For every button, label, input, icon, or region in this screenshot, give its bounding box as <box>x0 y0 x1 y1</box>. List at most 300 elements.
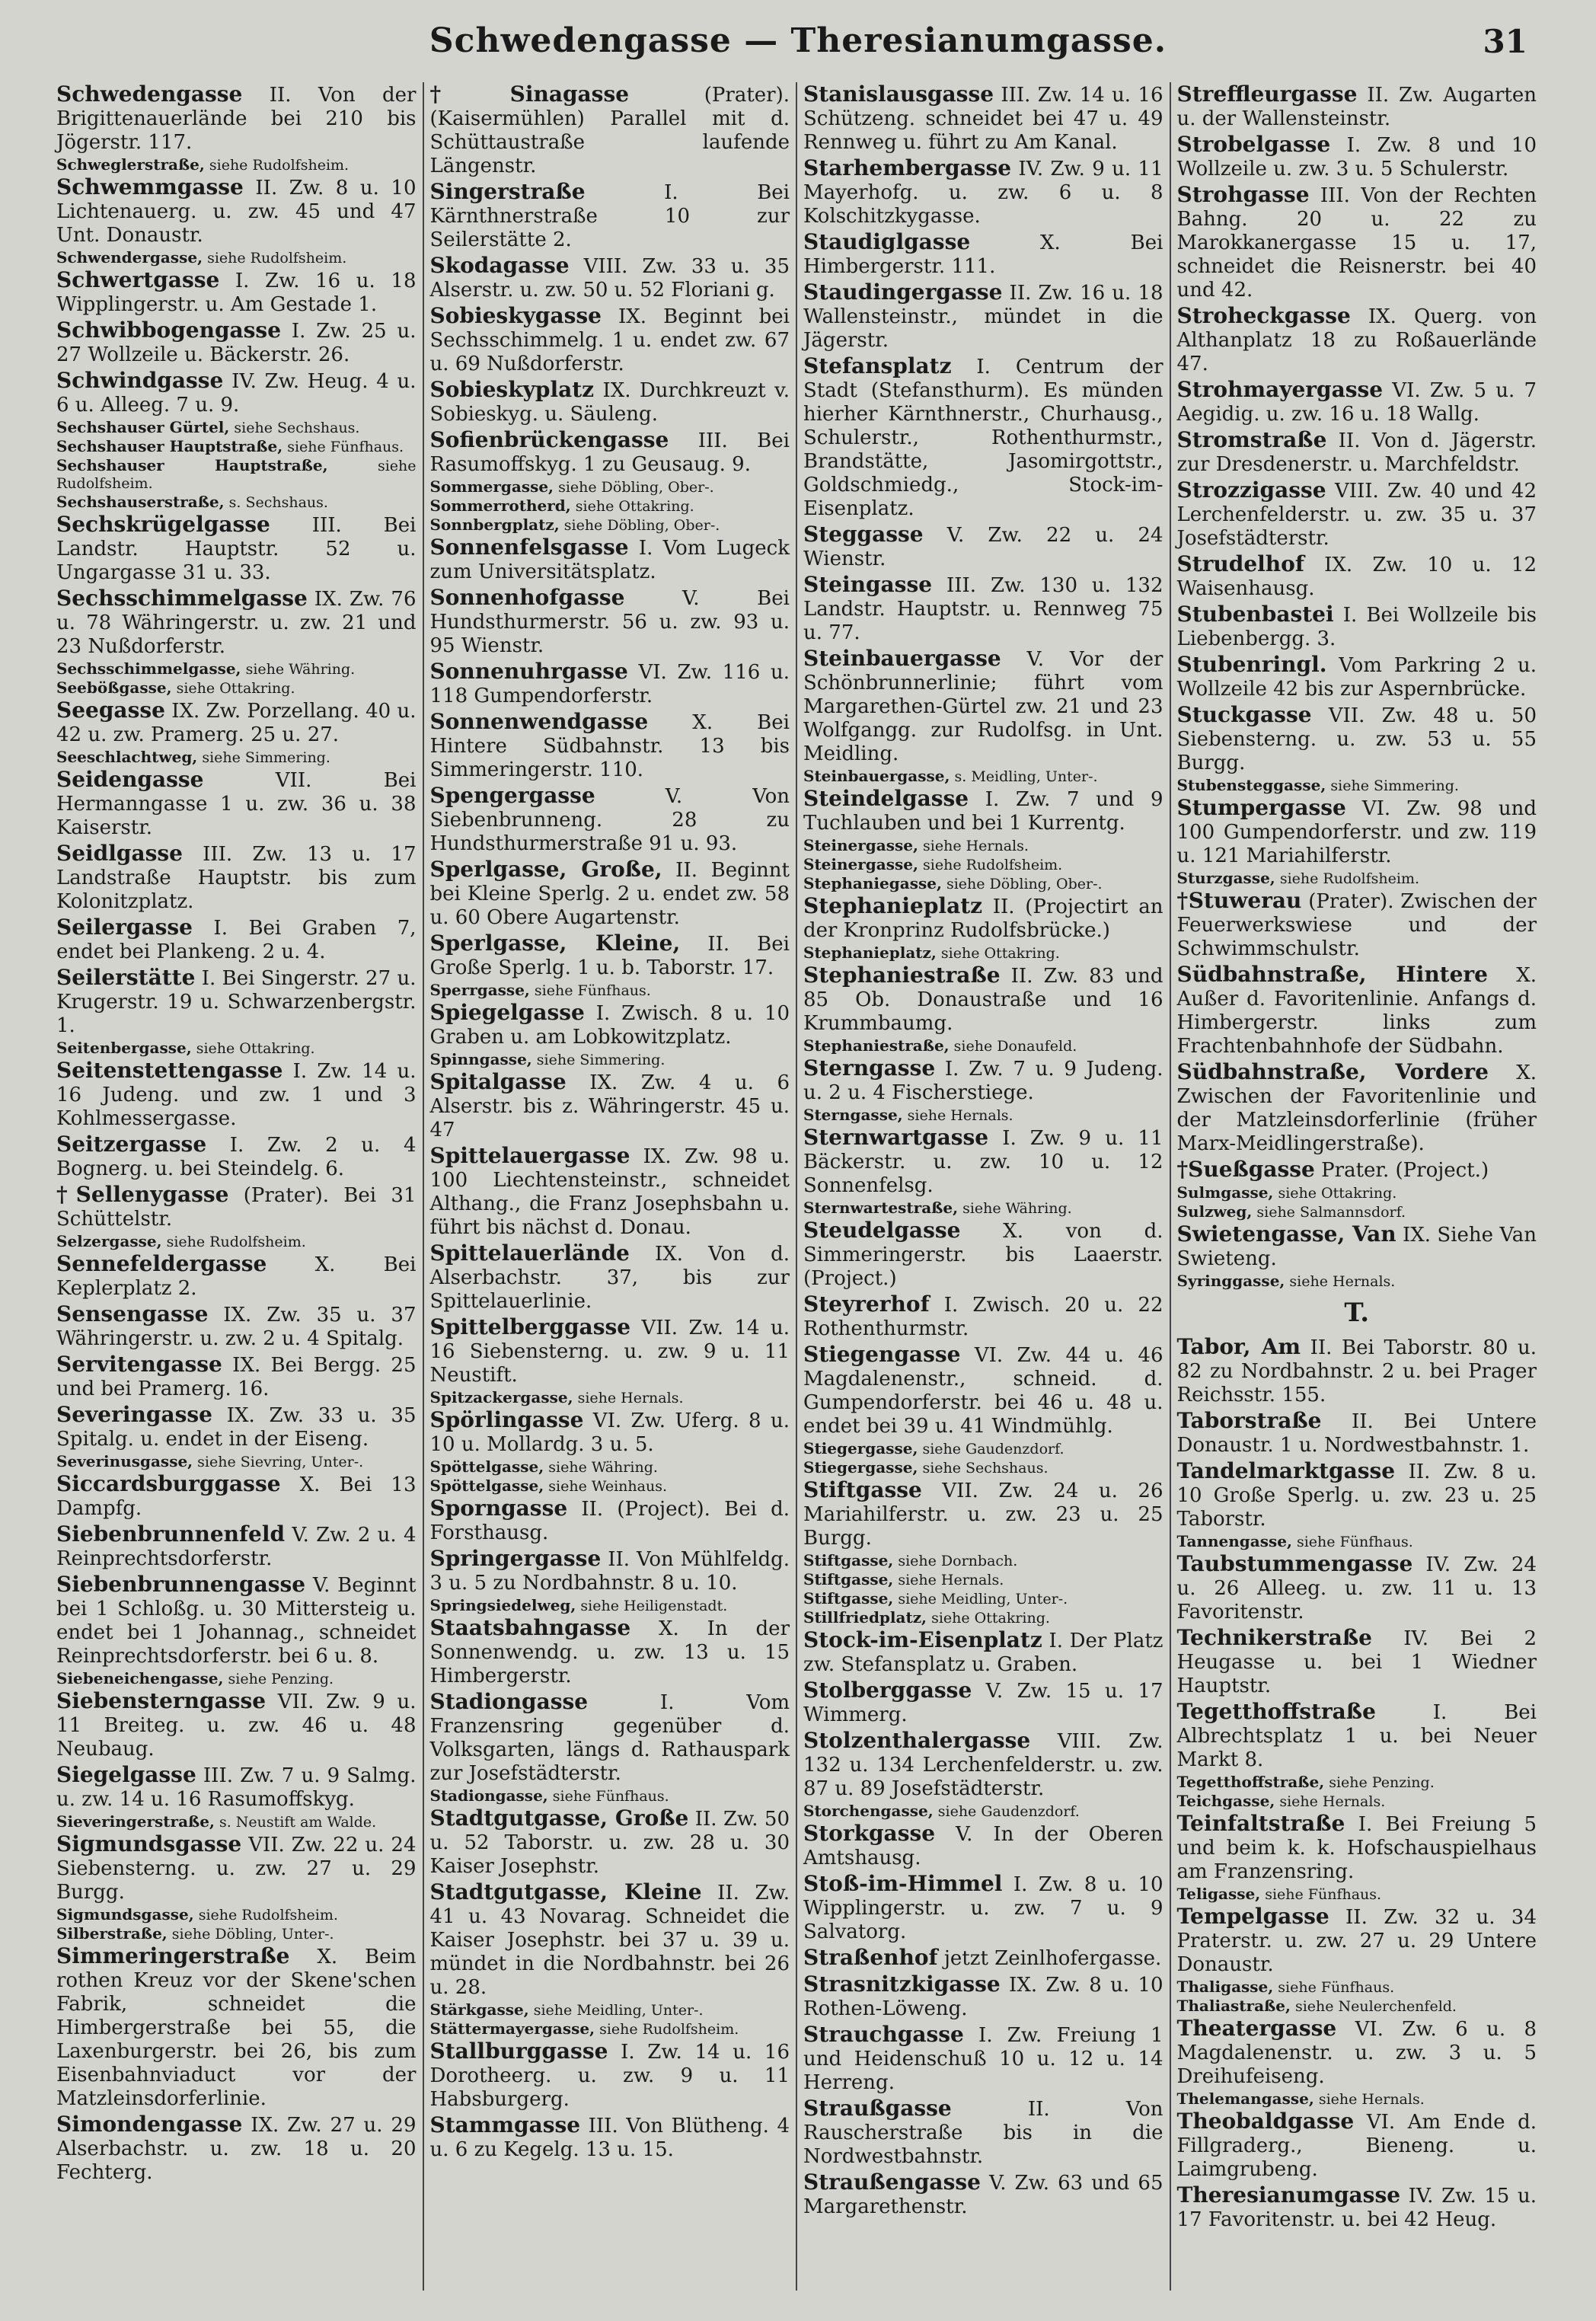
street-description: siehe Rudolfsheim. <box>161 1234 306 1250</box>
street-description: siehe Rudolfsheim. <box>56 458 417 492</box>
street-entry <box>1177 132 1537 181</box>
cross-reference-entry <box>56 1925 417 1943</box>
street-name: Straßenhof <box>803 1945 938 1970</box>
street-name: Taubstummengasse <box>1176 1551 1413 1576</box>
street-entry <box>1177 963 1537 1058</box>
street-entry <box>1177 1060 1537 1156</box>
street-name: Stanislausgasse <box>803 82 994 107</box>
street-description: II. Zw. 8 u. 10 Lichtenauerg. u. zw. 45 und 47 Unt. Donaustr. <box>56 177 417 247</box>
street-entry <box>803 1218 1163 1291</box>
street-description: siehe Rudolfsheim. <box>918 857 1063 873</box>
street-name: Sobieskyplatz <box>429 377 595 402</box>
street-name: Schwemmgasse <box>56 174 244 200</box>
column-4 <box>1171 82 1543 2291</box>
street-description: X. Bei Keplerplatz 2. <box>56 1253 417 1300</box>
street-name: Stefansplatz <box>803 353 952 378</box>
street-description: VIII. Zw. 33 u. 35 Alserstr. u. zw. 50 u. 52 Floriani g. <box>429 255 790 302</box>
street-description: X. von d. Simmeringerstr. bis Laaerstr. (Project.) <box>803 1220 1163 1290</box>
street-description: IX. Beginnt bei Sechsschimmelg. 1 u. endet zw. 67 u. 69 Nußdorferstr. <box>429 305 790 375</box>
street-description: V. Beginnt bei 1 Schloßg. u. 30 Mittersteig u. endet bei 1 Johannag., schneidet Reinprechtsdorferstr. bei 6 u. 8. <box>56 1574 417 1668</box>
street-entry <box>1177 2109 1537 2182</box>
cross-reference-entry <box>803 1440 1163 1458</box>
street-description: siehe Rudolfsheim. <box>193 1907 338 1924</box>
street-description: V. Zw. 15 u. 17 Wimmerg. <box>803 1680 1163 1726</box>
street-entry <box>56 768 417 840</box>
street-entry <box>803 82 1163 155</box>
cross-reference-entry <box>1177 1203 1537 1221</box>
street-description: siehe Hernals. <box>893 1572 1004 1588</box>
street-description: I. Bei Kärnthnerstraße 10 zur Seilerstätte 2. <box>429 181 790 251</box>
street-name: †Sinagasse <box>429 82 630 107</box>
street-description: siehe Rudolfsheim. <box>595 2021 739 2038</box>
street-description: VI. Zw. 98 und 100 Gumpendorferstr. und zw. 119 u. 121 Mariahilferstr. <box>1176 797 1537 867</box>
street-name: Severingasse <box>56 1402 212 1427</box>
street-name: Siebensterngasse <box>56 1688 267 1713</box>
street-entry <box>1177 478 1537 551</box>
street-description: IX. Siehe Van Swieteng. <box>1176 1224 1537 1270</box>
street-name: Strauchgasse <box>803 2022 964 2047</box>
street-entry <box>56 1403 417 1451</box>
cross-reference-entry <box>430 982 790 1000</box>
street-entry <box>1177 602 1537 651</box>
street-name: Stubenbastei <box>1176 602 1334 627</box>
street-name: Seebößgasse, <box>56 678 172 697</box>
street-name: Sechshauser Hauptstraße, <box>56 456 328 474</box>
street-description: VII. Zw. 48 u. 50 Siebensterng. u. zw. 53 u. 55 Burgg. <box>1176 704 1537 774</box>
street-description: siehe Neulerchenfeld. <box>1290 1998 1457 2015</box>
street-name: Siebeneichengasse, <box>56 1669 224 1687</box>
street-entry <box>803 522 1163 571</box>
street-description: siehe Ottakring. <box>1273 1185 1397 1202</box>
street-name: Stärkgasse, <box>429 2000 529 2019</box>
street-name: Servitengasse <box>56 1352 222 1377</box>
street-description: IX. Von d. Alserbachstr. 37, bis zur Spittelauerlinie. <box>429 1243 790 1313</box>
street-entry <box>56 369 417 417</box>
street-name: Sporngasse <box>429 1496 568 1521</box>
street-description: III. Bei Rasumoffskyg. 1 zu Geusaug. 9. <box>429 429 790 476</box>
street-description: III. Zw. 130 u. 132 Landstr. Hauptstr. u. Rennweg 75 u. 77. <box>803 574 1163 644</box>
street-description: I. Zw. 16 u. 18 Wipplingerstr. u. Am Gestade 1. <box>56 270 417 316</box>
street-name: Seidlgasse <box>56 841 183 866</box>
street-description: (Prater). (Kaisermühlen) Parallel mit d. Schüttaustraße laufende Längenstr. <box>429 84 790 177</box>
street-name: Sechshauserstraße, <box>56 493 225 511</box>
cross-reference-entry <box>56 1453 417 1471</box>
street-entry <box>430 1070 790 1142</box>
street-name: Stättermayergasse, <box>429 2019 595 2038</box>
street-name: Streffleurgasse <box>1176 82 1358 107</box>
cross-reference-entry <box>803 1106 1163 1125</box>
cross-reference-entry <box>1177 1272 1537 1291</box>
street-description: VIII. Zw. 132 u. 134 Lerchenfelderstr. u. zw. 87 u. 89 Josefstädterstr. <box>803 1730 1163 1800</box>
street-entry <box>1177 304 1537 376</box>
street-entry <box>56 1832 417 1904</box>
cross-reference-entry <box>1177 1184 1537 1202</box>
street-name: Spiegelgasse <box>429 1000 585 1025</box>
street-entry <box>56 1132 417 1181</box>
street-description: (Prater). Bei 31 Schüttelstr. <box>56 1184 417 1231</box>
street-entry <box>1177 1409 1537 1457</box>
street-name: Stephanieplatz <box>803 893 983 918</box>
street-description: siehe Simmering. <box>531 1052 666 1068</box>
street-name: Stephaniegasse, <box>803 874 942 892</box>
street-name: Sulmgasse, <box>1176 1183 1274 1202</box>
street-description: I. Zw. 14 u. 16 Judeng. und zw. 1 und 3 Kohlmessergasse. <box>56 1060 417 1130</box>
street-description: siehe Ottakring. <box>927 1610 1050 1627</box>
street-name: Seitenstettengasse <box>56 1058 283 1083</box>
street-entry <box>430 1547 790 1595</box>
street-description: II. Bei Taborstr. 80 u. 82 zu Nordbahnstr. 2 u. bei Prager Reichsstr. 155. <box>1176 1336 1537 1406</box>
cross-reference-entry <box>430 2020 790 2038</box>
street-name: Sechshauser Hauptstraße, <box>56 437 283 455</box>
street-description: IX. Querg. von Althanplatz 18 zu Roßauerlände 47. <box>1176 305 1537 375</box>
street-description: II. Zw. 32 u. 34 Praterstr. u. zw. 27 u. 29 Untere Donaustr. <box>1176 1906 1537 1976</box>
street-entry <box>1177 82 1537 131</box>
street-description: I. Zwisch. 20 u. 22 Rothenthurmstr. <box>803 1294 1163 1340</box>
street-description: siehe Fünfhaus. <box>529 982 651 999</box>
street-name: †Stuwerau <box>1176 888 1302 913</box>
street-name: Seeschlachtweg, <box>56 748 198 766</box>
street-name: Staudiglgasse <box>803 229 971 254</box>
street-name: Sechskrügelgasse <box>56 512 270 537</box>
street-name: Sonnenuhrgasse <box>429 659 628 684</box>
street-name: Siebenbrunnenfeld <box>56 1521 286 1547</box>
street-name: Sulzweg, <box>1176 1202 1253 1221</box>
cross-reference-entry <box>56 679 417 698</box>
street-description: siehe Fünfhaus. <box>1273 1979 1395 1996</box>
page-title: Schwedengasse — Theresianumgasse. <box>429 21 1167 60</box>
street-description: II. Von Mühlfeldg. 3 u. 5 zu Nordbahnstr. 8 u. 10. <box>429 1548 790 1595</box>
street-description: VI. Zw. 5 u. 7 Aegidig. u. zw. 16 u. 18 Wallg. <box>1176 379 1537 426</box>
street-name: Tegetthoffstraße <box>1176 1699 1376 1724</box>
cross-reference-entry <box>430 478 790 496</box>
street-entry <box>803 1628 1163 1677</box>
cross-reference-entry <box>56 749 417 767</box>
street-description: I. Der Platz zw. Stefansplatz u. Graben. <box>803 1630 1163 1676</box>
street-entry <box>803 1972 1163 2021</box>
cross-reference-entry <box>430 516 790 535</box>
street-name: Stiftgasse, <box>803 1589 894 1607</box>
street-name: Swietengasse, Van <box>1176 1221 1396 1247</box>
street-name: Steindelgasse <box>803 786 969 811</box>
street-entry <box>803 280 1163 353</box>
cross-reference-entry <box>56 493 417 512</box>
street-name: Storchengasse, <box>803 1802 934 1820</box>
street-entry <box>430 1315 790 1387</box>
street-name: Steinergasse, <box>803 855 918 873</box>
street-entry <box>430 1690 790 1786</box>
street-description: III. Zw. 14 u. 16 Schützeng. schneidet bei 47 u. 49 Rennweg u. führt zu Am Kanal. <box>803 84 1163 154</box>
street-description: s. Sechshaus. <box>224 494 328 511</box>
street-name: Stiftgasse <box>803 1477 922 1502</box>
street-description: II. Zw. 8 u. 10 Große Sperlg. u. zw. 23 u. 25 Taborstr. <box>1176 1461 1537 1531</box>
street-description: I. Zw. 9 u. 11 Bäckerstr. u. zw. 10 u. 12 Sonnenfelsg. <box>803 1127 1163 1197</box>
street-entry <box>430 1144 790 1240</box>
street-entry <box>430 378 790 426</box>
street-description: siehe Rudolfsheim. <box>204 157 350 174</box>
street-entry <box>803 963 1163 1036</box>
cross-reference-entry <box>430 497 790 516</box>
street-entry <box>56 512 417 585</box>
street-description: IX. Zw. 33 u. 35 Spitalg. u. endet in der Eiseng. <box>56 1404 417 1451</box>
street-description: IV. Zw. 9 u. 11 Mayerhofg. u. zw. 6 u. 8 Kolschitzkygasse. <box>803 158 1163 228</box>
street-name: †Sueßgasse <box>1176 1157 1315 1182</box>
street-entry <box>803 354 1163 521</box>
street-name: Schwibbogengasse <box>56 318 282 343</box>
street-entry <box>56 966 417 1038</box>
street-description: siehe Währing. <box>241 661 356 678</box>
street-description: V. Vor der Schönbrunnerlinie; führt vom Margarethen-Gürtel zw. 21 und 23 Wolfgangg. zur Rudolfsg. in Unt. Meidling. <box>803 648 1163 765</box>
street-description: siehe Dornbach. <box>893 1553 1018 1569</box>
street-name: Stubensteggasse, <box>1176 776 1326 794</box>
street-name: Sonnbergplatz, <box>429 516 560 534</box>
street-name: Spitzackergasse, <box>429 1388 573 1406</box>
street-description: III. Bei Landstr. Hauptstr. 52 u. Ungargasse 31 u. 33. <box>56 514 417 584</box>
street-description: IX. Zw. 8 u. 10 Rothen-Löweng. <box>803 1974 1163 2020</box>
cross-reference-entry <box>56 1670 417 1688</box>
cross-reference-entry <box>430 1477 790 1496</box>
street-name: Schwindgasse <box>56 368 224 393</box>
street-entry <box>56 1522 417 1571</box>
street-entry <box>56 1252 417 1301</box>
street-entry <box>803 894 1163 943</box>
street-name: Südbahnstraße, Hintere <box>1176 962 1488 987</box>
street-name: Schwedengasse <box>56 82 243 107</box>
cross-reference-entry <box>1177 2090 1537 2109</box>
street-name: Stolberggasse <box>803 1678 972 1703</box>
street-entry <box>430 931 790 980</box>
street-name: Theresianumgasse <box>1176 2182 1401 2208</box>
street-description: IV. Zw. 24 u. 26 Alleeg. u. zw. 11 u. 13 Favoritenstr. <box>1176 1553 1537 1623</box>
street-name: Tabor, Am <box>1176 1334 1301 1359</box>
street-description: V. In der Oberen Amtshausg. <box>803 1823 1163 1869</box>
street-description: II. Zw. 83 und 85 Ob. Donaustraße und 16 Krummbaumg. <box>803 965 1163 1035</box>
street-entry <box>56 1472 417 1521</box>
street-entry <box>430 1496 790 1545</box>
street-entry <box>803 1872 1163 1944</box>
cross-reference-entry <box>803 1459 1163 1477</box>
street-description: III. Zw. 13 u. 17 Landstraße Hauptstr. bis zum Kolonitzplatz. <box>56 843 417 913</box>
cross-reference-entry <box>803 1590 1163 1608</box>
street-name: Sieveringerstraße, <box>56 1812 215 1831</box>
street-name: Sobieskygasse <box>429 303 602 328</box>
street-name: Simmeringerstraße <box>56 1943 290 1968</box>
street-name: Sterngasse, <box>803 1106 903 1124</box>
cross-reference-entry <box>803 1571 1163 1589</box>
street-name: Sechshauser Gürtel, <box>56 418 230 436</box>
street-name: Theatergasse <box>1176 2016 1337 2041</box>
street-description: I. Zw. 25 u. 27 Wollzeile u. Bäckerstr. 26. <box>56 320 417 366</box>
cross-reference-entry <box>803 875 1163 893</box>
street-name: Schwendergasse, <box>56 248 203 267</box>
street-description: siehe Hernals. <box>902 1107 1013 1124</box>
street-entry <box>56 1183 417 1231</box>
street-entry <box>803 1292 1163 1341</box>
street-name: Steudelgasse <box>803 1218 961 1243</box>
street-name: Steinbauergasse <box>803 646 1001 671</box>
street-description: I. Vom Lugeck zum Universitätsplatz. <box>429 537 790 583</box>
street-description: V. Von Siebenbrunneng. 28 zu Hundsthurmerstraße 91 u. 93. <box>429 785 790 855</box>
street-description: siehe Donaufeld. <box>949 1038 1077 1055</box>
street-entry <box>1177 703 1537 775</box>
street-name: Staatsbahngasse <box>429 1615 631 1640</box>
street-description: X. Außer d. Favoritenlinie. Anfangs d. Himbergerstr. links zum Frachtenbahnhofe der Südbahn. <box>1176 964 1537 1058</box>
street-name: Spitalgasse <box>429 1069 567 1094</box>
street-name: Siebenbrunnengasse <box>56 1572 306 1597</box>
street-description: siehe Döbling, Ober-. <box>941 876 1103 892</box>
cross-reference-entry <box>56 438 417 456</box>
street-description: siehe Ottakring. <box>171 680 295 697</box>
street-entry <box>56 1302 417 1351</box>
street-name: Stock-im-Eisenplatz <box>803 1627 1042 1652</box>
street-name: Sonnenwendgasse <box>429 709 649 734</box>
street-name: Tegetthoffstraße, <box>1176 1773 1325 1791</box>
cross-reference-entry <box>1177 1885 1537 1904</box>
street-description: siehe Fünfhaus. <box>1291 1534 1413 1550</box>
cross-reference-entry <box>803 856 1163 874</box>
street-entry <box>1177 796 1537 868</box>
street-entry <box>430 535 790 584</box>
street-entry <box>56 586 417 659</box>
street-name: Sperlgasse, Kleine, <box>429 931 681 956</box>
street-name: Stoß-im-Himmel <box>803 1871 1003 1896</box>
street-entry <box>430 710 790 782</box>
street-name: Steinbauergasse, <box>803 767 950 785</box>
street-description: IV. Bei 2 Heugasse u. bei 1 Wiedner Hauptstr. <box>1176 1627 1537 1697</box>
cross-reference-entry <box>430 1051 790 1069</box>
street-description: I. Zwisch. 8 u. 10 Graben u. am Lobkowitzplatz. <box>429 1002 790 1049</box>
street-name: Südbahnstraße, Vordere <box>1176 1059 1489 1084</box>
street-name: Teligasse, <box>1176 1885 1261 1903</box>
street-description: siehe Fünfhaus. <box>547 1788 669 1805</box>
street-name: Sensengasse <box>56 1301 209 1327</box>
street-name: Strasnitzkigasse <box>803 1971 1001 1997</box>
street-entry <box>1177 428 1537 477</box>
street-description: siehe Penzing. <box>1324 1774 1435 1791</box>
street-name: Tannengasse, <box>1176 1532 1292 1550</box>
street-name: Steingasse <box>803 572 933 597</box>
street-entry <box>1177 1812 1537 1884</box>
street-entry <box>56 1944 417 2111</box>
street-name: Starhembergasse <box>803 155 1012 180</box>
street-description: X. Zwischen der Favoritenlinie und der Matzleinsdorferlinie (früher Marx-Meidlingerstraße). <box>1176 1062 1537 1155</box>
street-name: Seegasse <box>56 698 165 723</box>
street-description: IX. Zw. Porzellang. 40 u. 42 u. zw. Pramerg. 25 u. 27. <box>56 700 417 746</box>
street-entry <box>803 573 1163 645</box>
street-entry <box>803 1342 1163 1438</box>
street-description: siehe Heiligenstadt. <box>576 1598 728 1614</box>
cross-reference-entry <box>56 1233 417 1251</box>
street-description: II. Beginnt bei Kleine Sperlg. 2 u. endet zw. 58 u. 60 Obere Augartenstr. <box>429 859 790 929</box>
street-name: Staudingergasse <box>803 279 1003 305</box>
street-description: II. Zw. 50 u. 52 Taborstr. u. zw. 28 u. 30 Kaiser Josephstr. <box>429 1808 790 1878</box>
street-name: Spöttelgasse, <box>429 1457 544 1476</box>
street-entry <box>803 1678 1163 1727</box>
street-description: I. Vom Franzensring gegenüber d. Volksgarten, längs d. Rathauspark zur Josefstädterstr. <box>429 1691 790 1785</box>
street-entry <box>430 254 790 302</box>
street-entry <box>803 1729 1163 1801</box>
street-entry <box>56 175 417 247</box>
street-description: V. Zw. 63 und 65 Margarethenstr. <box>803 2172 1163 2218</box>
street-description: siehe Währing. <box>958 1200 1072 1217</box>
street-entry <box>803 156 1163 228</box>
street-entry <box>430 1806 790 1879</box>
street-entry <box>1177 1459 1537 1531</box>
cross-reference-entry <box>803 768 1163 786</box>
street-description: III. Zw. 7 u. 9 Salmg. u. zw. 14 u. 16 Rasumoffskyg. <box>56 1764 417 1811</box>
street-entry <box>430 1616 790 1688</box>
street-description: I. Centrum der Stadt (Stefansthurm). Es münden hierher Kärnthnerstr., Churhausg., Schulerstr., Rothenthurmstr., Brandstätte, Jasomirgottstr., Goldschmiedg., Stock-im-Eisenplatz. <box>803 356 1163 520</box>
street-name: Stolzenthalergasse <box>803 1728 1031 1753</box>
street-name: Stephanieplatz, <box>803 943 937 962</box>
street-name: Steinergasse, <box>803 836 918 854</box>
street-name: Sigmundsgasse, <box>56 1905 194 1924</box>
street-description: siehe Ottakring. <box>191 1040 315 1057</box>
street-entry <box>803 2022 1163 2095</box>
street-name: Sternwartestraße, <box>803 1199 959 1217</box>
street-description: II. Bei Untere Donaustr. 1 u. Nordwestbahnstr. 1. <box>1176 1410 1537 1457</box>
street-description: Vom Parkring 2 u. Wollzeile 42 bis zur Aspernbrücke. <box>1176 654 1537 701</box>
street-entry <box>803 2096 1163 2169</box>
street-name: Stubenringl. <box>1176 652 1327 677</box>
street-name: Stroheckgasse <box>1176 303 1351 328</box>
street-description: siehe Hernals. <box>918 838 1029 854</box>
cross-reference-entry <box>803 1552 1163 1570</box>
street-name: Seitzergasse <box>56 1132 207 1157</box>
street-name: Siccardsburggasse <box>56 1471 281 1496</box>
street-description: IX. Zw. 27 u. 29 Alserbachstr. u. zw. 18 u. 20 Fechterg. <box>56 2114 417 2184</box>
street-name: Strobelgasse <box>1176 132 1331 157</box>
street-description: II. Zw. 16 u. 18 Wallensteinstr., mündet in die Jägerstr. <box>803 282 1163 352</box>
street-name: Stadiongasse <box>429 1689 589 1714</box>
street-description: siehe Sievring, Unter-. <box>193 1454 364 1470</box>
street-entry <box>1177 378 1537 426</box>
street-name: Sommerrotherd, <box>429 496 571 515</box>
street-name: Skodagasse <box>429 253 570 278</box>
street-entry <box>803 2170 1163 2219</box>
street-description: siehe Sechshaus. <box>229 420 360 436</box>
street-name: Stillfriedplatz, <box>803 1608 927 1627</box>
street-name: Straußengasse <box>803 2169 981 2195</box>
street-description: VI. Zw. 116 u. 118 Gumpendorferstr. <box>429 661 790 707</box>
street-name: Stephaniestraße <box>803 963 1001 988</box>
street-entry <box>430 586 790 658</box>
street-description: I. Bei Singerstr. 27 u. Krugerstr. 19 u. Schwarzenbergstr. 1. <box>56 967 417 1037</box>
street-description: VI. Zw. Uferg. 8 u. 10 u. Mollardg. 3 u. 5. <box>429 1410 790 1456</box>
street-description: siehe Gaudenzdorf. <box>933 1803 1080 1820</box>
street-entry <box>56 1572 417 1668</box>
cross-reference-entry <box>56 1039 417 1058</box>
street-entry <box>430 659 790 708</box>
cross-reference-entry <box>56 249 417 267</box>
street-name: Springsiedelweg, <box>429 1596 576 1614</box>
street-entry <box>56 1058 417 1131</box>
street-description: siehe Hernals. <box>1314 2091 1425 2108</box>
street-description: siehe Sechshaus. <box>918 1460 1049 1477</box>
street-description: siehe Fünfhaus. <box>1260 1886 1382 1903</box>
cross-reference-entry <box>1177 1773 1537 1792</box>
street-name: Taborstraße <box>1176 1408 1322 1433</box>
street-description: I. Zw. 8 und 10 Wollzeile u. zw. 3 u. 5 Schulerstr. <box>1176 134 1537 180</box>
street-name: Teinfaltstraße <box>1176 1811 1345 1836</box>
street-entry <box>803 1478 1163 1550</box>
cross-reference-entry <box>803 1037 1163 1055</box>
street-entry <box>1177 183 1537 302</box>
street-name: Stammgasse <box>429 2112 581 2137</box>
street-description: I. Zw. 7 und 9 Tuchlauben und bei 1 Kurrentg. <box>803 788 1163 835</box>
street-description: IX. Zw. 98 u. 100 Liechtensteinstr., schneidet Althang., die Franz Josephsbahn u. führt bis nächst d. Donau. <box>429 1145 790 1239</box>
street-description: siehe Rudolfsheim. <box>1275 870 1420 887</box>
street-description: siehe Döbling, Ober-. <box>559 517 720 534</box>
